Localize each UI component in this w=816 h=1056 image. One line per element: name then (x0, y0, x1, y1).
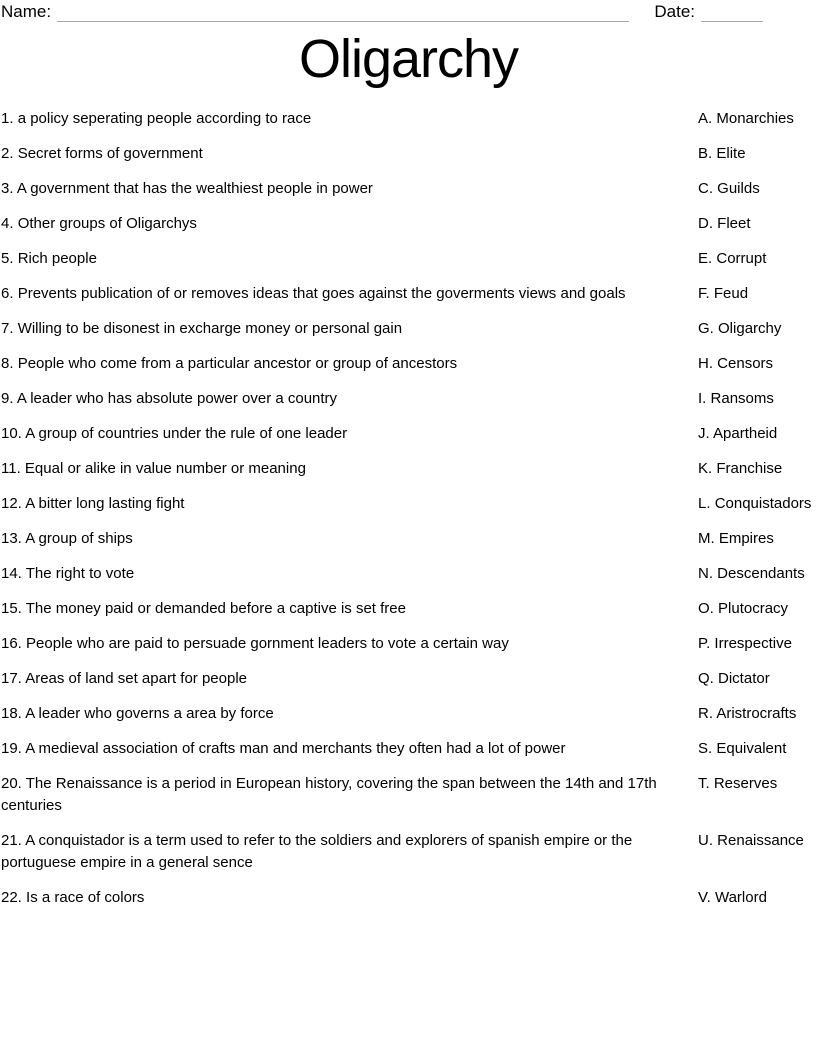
question-number: 8. (1, 355, 14, 373)
question-text: Other groups of Oligarchys (17, 215, 197, 233)
question-item (1, 353, 698, 375)
question-item (1, 318, 698, 340)
matching-row (1, 423, 816, 445)
question-number: 6. (1, 285, 14, 303)
question-text: A group of ships (25, 530, 133, 548)
answer-text: Equivalent (716, 740, 787, 758)
question-text: The right to vote (25, 565, 135, 583)
question-number: 17. (1, 670, 22, 688)
answer-letter: F. (698, 285, 710, 303)
matching-row (1, 633, 816, 655)
answer-item (698, 830, 816, 852)
question-number: 21. (1, 832, 22, 850)
answer-item (698, 423, 816, 445)
question-item (1, 248, 698, 270)
question-item (1, 528, 698, 550)
question-item (1, 388, 698, 410)
answer-letter: J. (698, 425, 710, 443)
answer-letter: E. (698, 250, 713, 268)
question-item (1, 143, 698, 165)
name-blank-line (57, 6, 629, 22)
question-text: Secret forms of government (17, 145, 203, 163)
question-item (1, 598, 698, 620)
answer-letter: Q. (698, 670, 714, 688)
answer-text: Apartheid (713, 425, 778, 443)
answer-item (698, 738, 816, 760)
question-number: 14. (1, 565, 22, 583)
date-blank-line (701, 6, 763, 22)
question-text: Equal or alike in value number or meaning (24, 460, 306, 478)
question-item (1, 887, 698, 909)
question-number: 20. (1, 775, 22, 793)
question-number: 1. (1, 110, 14, 128)
question-number: 10. (1, 425, 22, 443)
question-number: 16. (1, 635, 22, 653)
answer-text: Dictator (718, 670, 770, 688)
answer-item (698, 178, 816, 200)
answer-letter: O. (698, 600, 714, 618)
answer-letter: I. (698, 390, 707, 408)
matching-row (1, 598, 816, 620)
answer-letter: K. (698, 460, 713, 478)
matching-row (1, 143, 816, 165)
question-text: A conquistador is a term used to refer to the soldiers and explorers of spanish empire or the portuguese empire in a general sence (1, 832, 633, 872)
question-item (1, 178, 698, 200)
answer-item (698, 563, 816, 585)
answer-letter: V. (698, 889, 711, 907)
answer-item (698, 318, 816, 340)
answer-letter: C. (698, 180, 713, 198)
question-item (1, 633, 698, 655)
question-item (1, 563, 698, 585)
matching-row (1, 108, 816, 130)
answer-text: Irrespective (714, 635, 792, 653)
answer-text: Elite (716, 145, 746, 163)
answer-item (698, 668, 816, 690)
answer-text: Oligarchy (718, 320, 782, 338)
matching-row (1, 563, 816, 585)
matching-row (1, 668, 816, 690)
answer-item (698, 353, 816, 375)
answer-text: Fleet (717, 215, 751, 233)
question-number: 3. (1, 180, 14, 198)
question-number: 12. (1, 495, 22, 513)
matching-row (1, 458, 816, 480)
answer-letter: T. (698, 775, 710, 793)
matching-row (1, 213, 816, 235)
question-number: 13. (1, 530, 22, 548)
matching-row (1, 528, 816, 550)
question-number: 19. (1, 740, 22, 758)
answer-text: Censors (717, 355, 774, 373)
matching-list (1, 108, 816, 909)
question-text: Prevents publication of or removes ideas that goes against the goverments views and goals (17, 285, 626, 303)
question-number: 18. (1, 705, 22, 723)
question-item (1, 773, 698, 817)
answer-text: Aristrocrafts (716, 705, 797, 723)
answer-letter: N. (698, 565, 713, 583)
answer-text: Corrupt (716, 250, 767, 268)
answer-text: Monarchies (716, 110, 794, 128)
answer-text: Descendants (717, 565, 805, 583)
matching-row (1, 248, 816, 270)
answer-text: Feud (713, 285, 749, 303)
date-label: Date: (654, 2, 695, 21)
matching-row (1, 773, 816, 817)
matching-row (1, 283, 816, 305)
answer-item (698, 703, 816, 725)
question-item (1, 738, 698, 760)
question-text: Rich people (17, 250, 97, 268)
question-item (1, 108, 698, 130)
question-text: People who are paid to persuade gornment leaders to vote a certain way (26, 635, 509, 653)
answer-item (698, 493, 816, 515)
answer-text: Renaissance (717, 832, 804, 850)
question-text: A medieval association of crafts man and merchants they often had a lot of power (25, 740, 566, 758)
answer-letter: B. (698, 145, 713, 163)
question-number: 15. (1, 600, 22, 618)
name-label: Name: (1, 2, 52, 21)
answer-item (698, 598, 816, 620)
matching-row (1, 493, 816, 515)
matching-row (1, 178, 816, 200)
question-text: A government that has the wealthiest people in power (16, 180, 373, 198)
answer-item (698, 388, 816, 410)
question-item (1, 283, 698, 305)
question-number: 4. (1, 215, 14, 233)
question-number: 5. (1, 250, 14, 268)
question-text: a policy seperating people according to race (17, 110, 312, 128)
question-number: 2. (1, 145, 14, 163)
answer-text: Guilds (717, 180, 760, 198)
answer-letter: D. (698, 215, 713, 233)
answer-item (698, 248, 816, 270)
answer-letter: H. (698, 355, 713, 373)
question-item (1, 830, 698, 874)
matching-row (1, 830, 816, 874)
answer-text: Reserves (713, 775, 778, 793)
question-text: Willing to be disonest in excharge money or personal gain (17, 320, 403, 338)
answer-text: Plutocracy (718, 600, 789, 618)
question-text: Is a race of colors (26, 889, 145, 907)
answer-letter: U. (698, 832, 713, 850)
answer-text: Ransoms (710, 390, 774, 408)
answer-letter: G. (698, 320, 714, 338)
question-text: The money paid or demanded before a captive is set free (25, 600, 406, 618)
answer-item (698, 143, 816, 165)
answer-item (698, 458, 816, 480)
question-item (1, 668, 698, 690)
answer-letter: S. (698, 740, 713, 758)
question-number: 22. (1, 889, 22, 907)
answer-letter: L. (698, 495, 711, 513)
question-text: A group of countries under the rule of one leader (25, 425, 348, 443)
question-text: Areas of land set apart for people (25, 670, 248, 688)
answer-text: Warlord (714, 889, 767, 907)
worksheet-title: Oligarchy (298, 29, 519, 89)
answer-item (698, 887, 816, 909)
question-text: A leader who governs a area by force (25, 705, 274, 723)
question-text: People who come from a particular ancestor or group of ancestors (17, 355, 458, 373)
header (1, 2, 816, 22)
answer-item (698, 283, 816, 305)
answer-item (698, 528, 816, 550)
answer-item (698, 633, 816, 655)
question-number: 11. (1, 460, 21, 478)
answer-item (698, 108, 816, 130)
answer-item (698, 773, 816, 795)
matching-row (1, 703, 816, 725)
answer-item (698, 213, 816, 235)
answer-text: Conquistadors (714, 495, 812, 513)
question-number: 9. (1, 390, 14, 408)
matching-row (1, 887, 816, 909)
matching-row (1, 318, 816, 340)
question-item (1, 703, 698, 725)
answer-letter: P. (698, 635, 711, 653)
question-text: The Renaissance is a period in European history, covering the span between the 14th and 17th centuries (1, 775, 657, 815)
question-item (1, 458, 698, 480)
question-item (1, 213, 698, 235)
answer-letter: M. (698, 530, 715, 548)
answer-text: Empires (718, 530, 774, 548)
matching-row (1, 353, 816, 375)
answer-letter: A. (698, 110, 713, 128)
question-number: 7. (1, 320, 14, 338)
matching-row (1, 738, 816, 760)
question-item (1, 493, 698, 515)
question-item (1, 423, 698, 445)
question-text: A leader who has absolute power over a country (16, 390, 338, 408)
answer-text: Franchise (716, 460, 783, 478)
question-text: A bitter long lasting fight (25, 495, 185, 513)
answer-letter: R. (698, 705, 713, 723)
matching-row (1, 388, 816, 410)
